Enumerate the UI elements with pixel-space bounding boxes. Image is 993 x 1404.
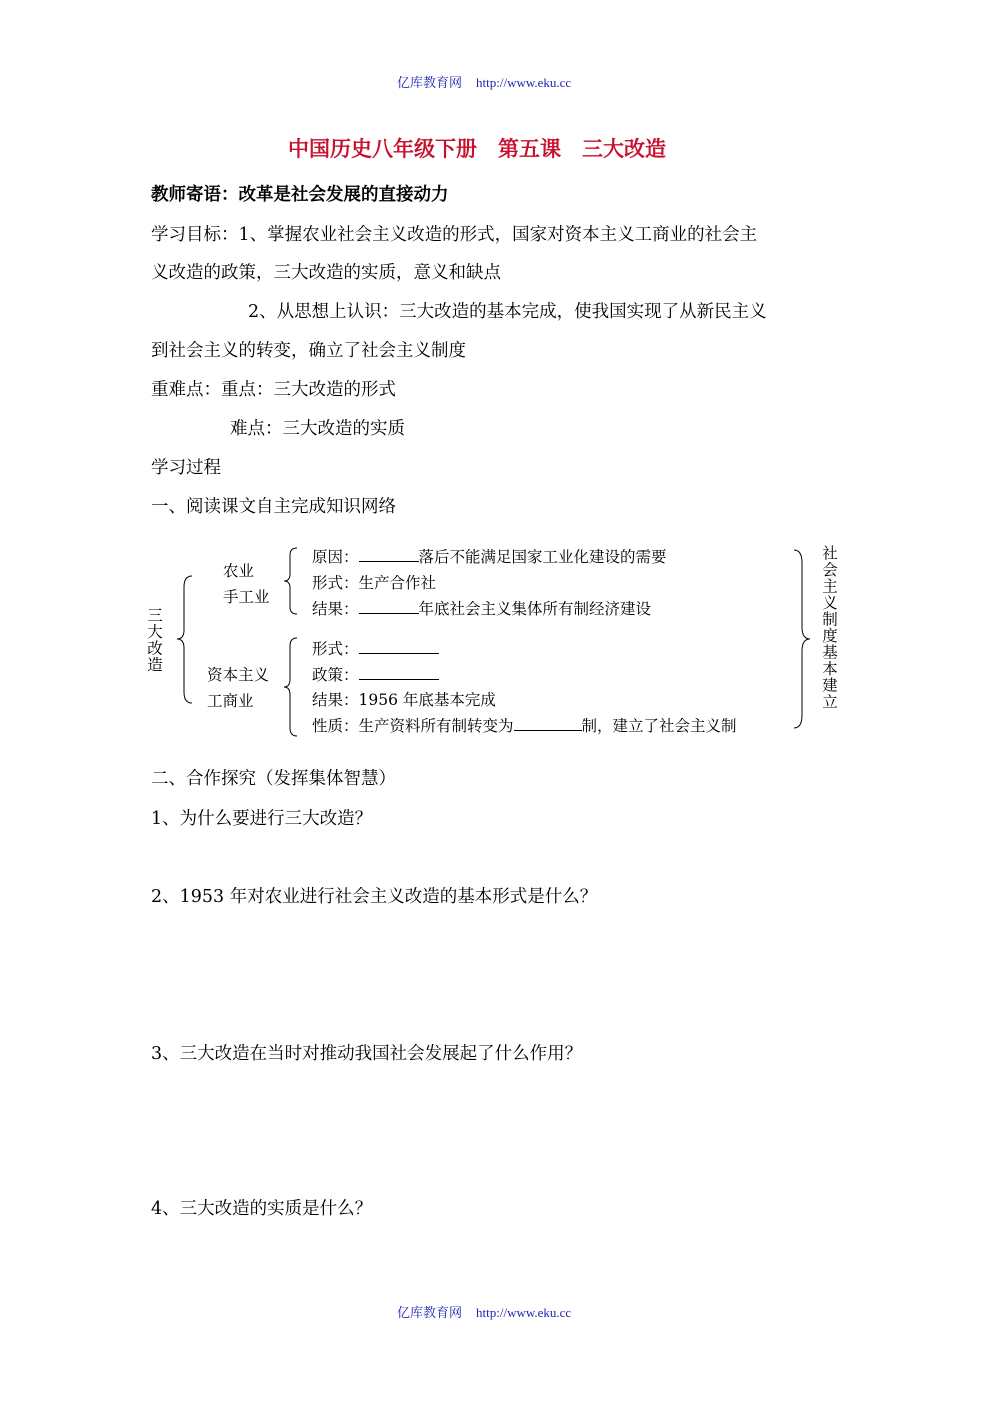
header-site-name: 亿库教育网 — [397, 76, 463, 91]
capital-form — [312, 637, 439, 659]
agri-label-1: 农业 — [223, 562, 255, 580]
capital-nature-blank[interactable] — [514, 715, 582, 731]
process-label: 学习过程 — [151, 458, 221, 478]
objectives-line-1: 学习目标：1、掌握农业社会主义改造的形式，国家对资本主义工商业的社会主 — [151, 225, 758, 245]
capital-nature-text: 制，建立了社会主义制 — [581, 717, 737, 735]
objectives-line-2: 义改造的政策，三大改造的实质，意义和缺点 — [151, 263, 501, 283]
capital-nature — [312, 714, 737, 736]
agri-reason-label: 原因： — [312, 548, 359, 566]
diagram-right-label: 社会主义制度基本建立 — [820, 545, 838, 710]
question-3: 3、三大改造在当时对推动我国社会发展起了什么作用？ — [151, 1044, 583, 1064]
section2-title: 二、合作探究（发挥集体智慧） — [151, 769, 396, 789]
root-brace — [176, 575, 196, 705]
agri-label-2: 手工业 — [223, 588, 270, 606]
agri-brace — [283, 547, 303, 615]
agri-result-blank[interactable] — [359, 598, 419, 614]
agri-form: 形式：生产合作社 — [312, 574, 437, 592]
page-header — [397, 72, 571, 91]
header-url[interactable]: http://www.eku.cc — [476, 75, 572, 90]
footer-url[interactable]: http://www.eku.cc — [476, 1305, 572, 1320]
question-2: 2、1953 年对农业进行社会主义改造的基本形式是什么？ — [151, 887, 598, 907]
agri-reason-blank[interactable] — [359, 546, 419, 562]
section1-title: 一、阅读课文自主完成知识网络 — [151, 497, 396, 517]
agri-reason-text: 落后不能满足国家工业化建设的需要 — [418, 548, 667, 566]
key-points-line-2: 难点：三大改造的实质 — [230, 419, 405, 439]
capital-policy-blank[interactable] — [359, 664, 439, 680]
agri-result-label: 结果： — [312, 600, 359, 618]
agri-result — [312, 597, 651, 619]
right-brace — [792, 549, 814, 729]
footer-site-name: 亿库教育网 — [397, 1306, 463, 1321]
teacher-message: 教师寄语：改革是社会发展的直接动力 — [151, 185, 449, 205]
diagram-root-label: 三大改造 — [145, 607, 163, 673]
question-1: 1、为什么要进行三大改造？ — [151, 809, 373, 829]
capital-label-2: 工商业 — [207, 692, 254, 710]
capital-label-1: 资本主义 — [207, 666, 270, 684]
page-footer — [397, 1302, 571, 1321]
capital-policy — [312, 663, 439, 685]
agri-reason — [312, 545, 667, 567]
capital-form-blank[interactable] — [359, 638, 439, 654]
capital-form-label: 形式： — [312, 640, 359, 658]
capital-result: 结果：1956 年底基本完成 — [312, 691, 496, 709]
page-title: 中国历史八年级下册 第五课 三大改造 — [288, 136, 666, 161]
capital-policy-label: 政策： — [312, 666, 359, 684]
capital-brace — [283, 637, 303, 737]
objectives-line-3: 2、从思想上认识：三大改造的基本完成，使我国实现了从新民主义 — [248, 302, 767, 322]
key-points-line-1: 重难点：重点：三大改造的形式 — [151, 380, 396, 400]
question-4: 4、三大改造的实质是什么？ — [151, 1199, 373, 1219]
capital-nature-label: 性质：生产资料所有制转变为 — [312, 717, 514, 735]
agri-result-text: 年底社会主义集体所有制经济建设 — [418, 600, 652, 618]
objectives-line-4: 到社会主义的转变，确立了社会主义制度 — [151, 341, 466, 361]
